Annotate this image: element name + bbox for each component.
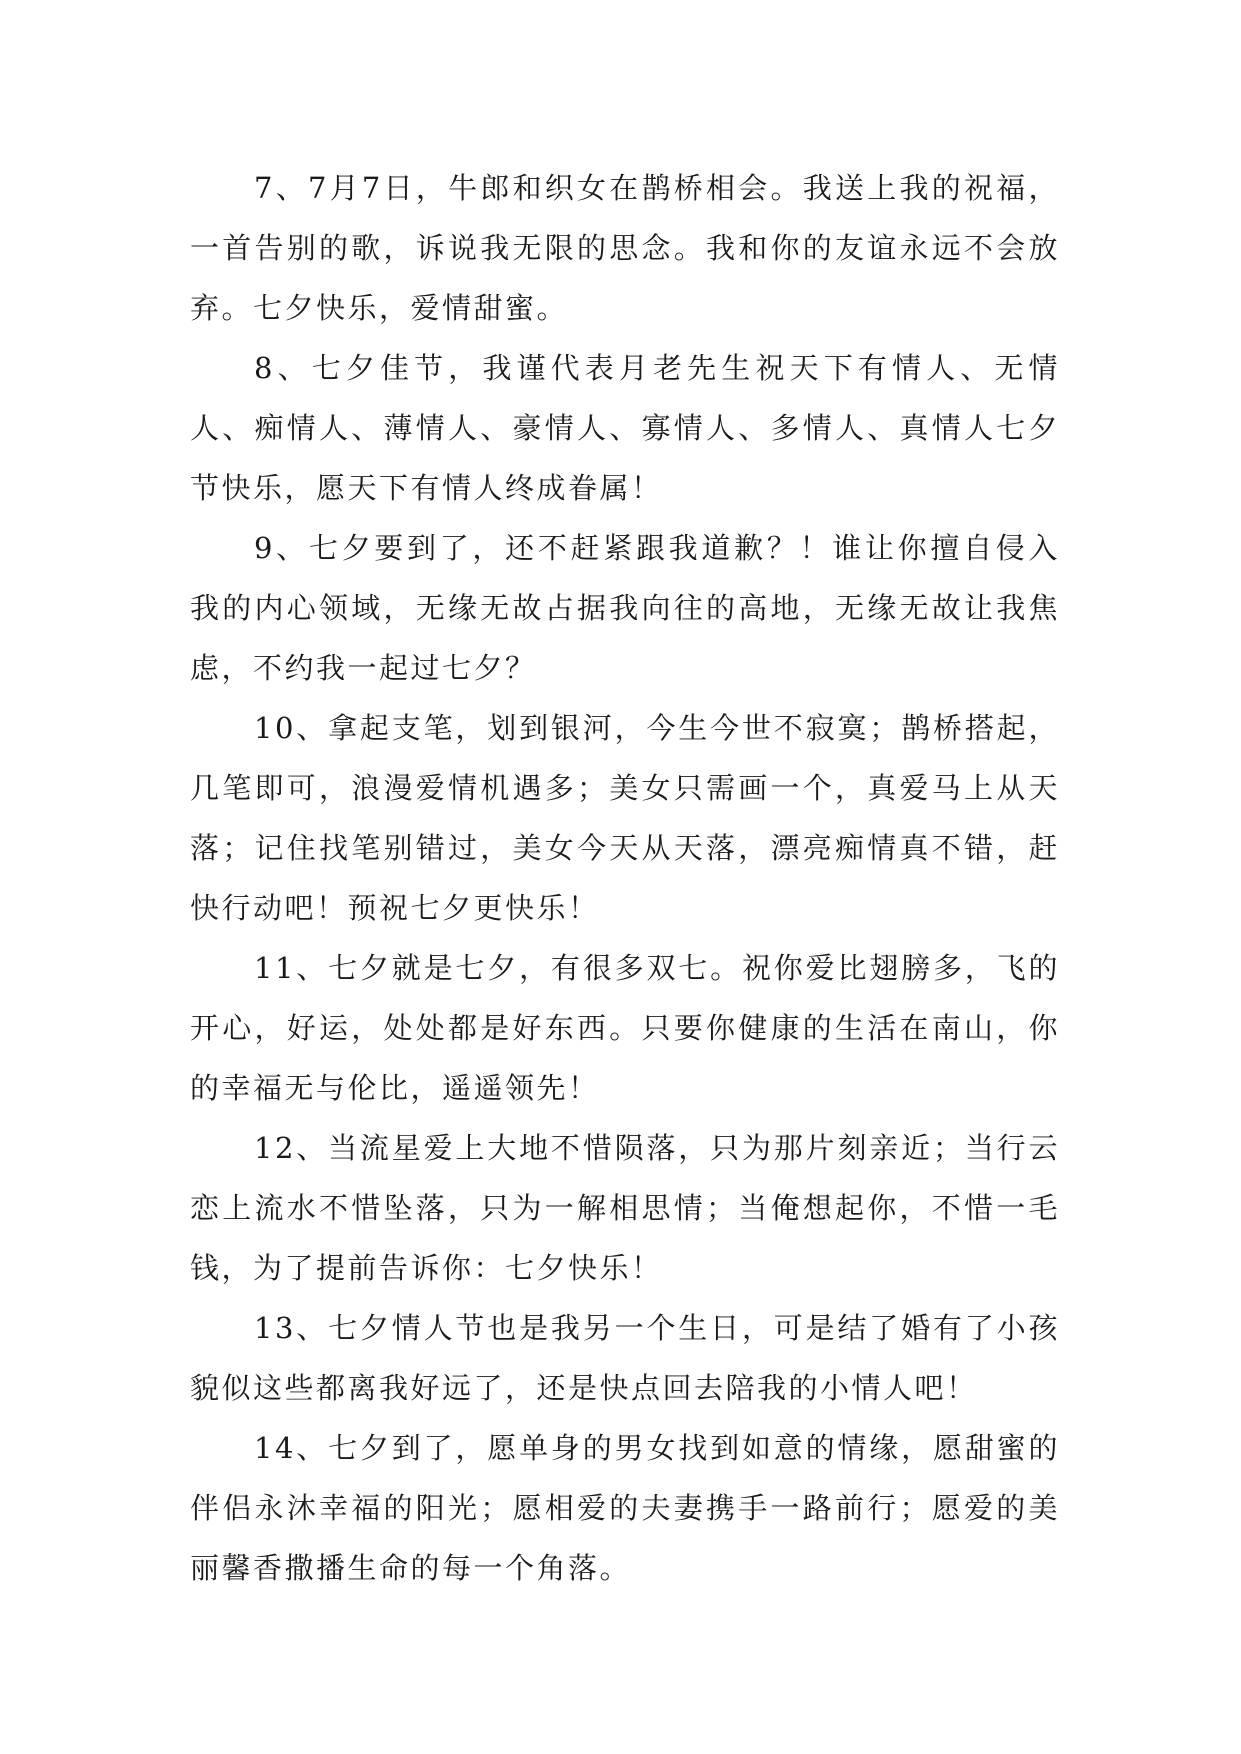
paragraph-12: 12、当流星爱上大地不惜陨落，只为那片刻亲近；当行云恋上流水不惜坠落，只为一解相思情；当俺想起你，不惜一毛钱，为了提前告诉你：七夕快乐！: [190, 1131, 1060, 1285]
paragraph-10: 10、拿起支笔，划到银河，今生今世不寂寞；鹊桥搭起，几笔即可，浪漫爱情机遇多；美女只需画一个，真爱马上从天落；记住找笔别错过，美女今天从天落，漂亮痴情真不错，赶快行动吧！预祝七夕更快乐！: [190, 711, 1060, 925]
paragraph-9: 9、七夕要到了，还不赶紧跟我道歉？！谁让你擅自侵入我的内心领域，无缘无故占据我向往的高地，无缘无故让我焦虑，不约我一起过七夕？: [190, 531, 1060, 685]
paragraph-14: 14、七夕到了，愿单身的男女找到如意的情缘，愿甜蜜的伴侣永沐幸福的阳光；愿相爱的夫妻携手一路前行；愿爱的美丽馨香撒播生命的每一个角落。: [190, 1431, 1060, 1585]
paragraph-8: 8、七夕佳节，我谨代表月老先生祝天下有情人、无情人、痴情人、薄情人、豪情人、寡情人、多情人、真情人七夕节快乐，愿天下有情人终成眷属！: [190, 351, 1060, 505]
document-body: [190, 158, 1060, 1598]
paragraph-7: 7、7月7日，牛郎和织女在鹊桥相会。我送上我的祝福，一首告别的歌，诉说我无限的思念。我和你的友谊永远不会放弃。七夕快乐，爱情甜蜜。: [190, 171, 1060, 325]
paragraph-13: 13、七夕情人节也是我另一个生日，可是结了婚有了小孩貌似这些都离我好远了，还是快点回去陪我的小情人吧！: [190, 1311, 1060, 1405]
paragraph-11: 11、七夕就是七夕，有很多双七。祝你爱比翅膀多，飞的开心，好运，处处都是好东西。只要你健康的生活在南山，你的幸福无与伦比，遥遥领先！: [190, 951, 1060, 1105]
